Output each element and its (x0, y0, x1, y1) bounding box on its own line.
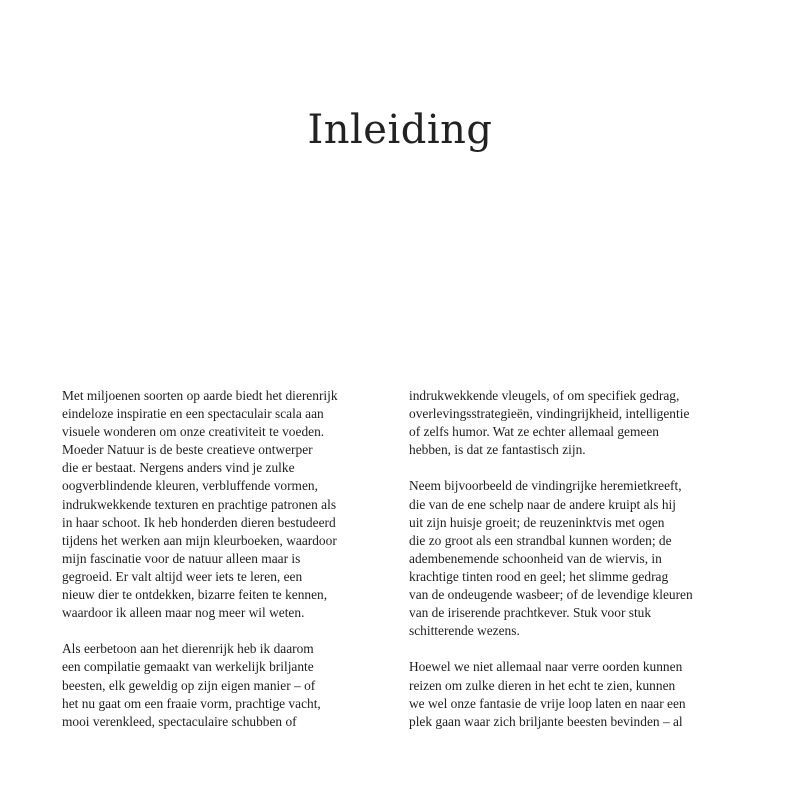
paragraph: Hoewel we niet allemaal naar verre oorden kunnen reizen om zulke dieren in het echt te zien, kunnen we wel onze fantasie de vrije loop laten en naar een plek gaan waar zich briljante beesten bevinden – al (409, 659, 686, 729)
left-text-column (62, 387, 380, 749)
page-title: Inleiding (307, 107, 493, 153)
right-text-column (409, 387, 727, 749)
paragraph: indrukwekkende vleugels, of om specifiek gedrag, overlevingsstrategieën, vindingrijkheid, intelligentie of zelfs humor. Wat ze echter allemaal gemeen hebben, is dat ze fantastisch zijn. (409, 388, 690, 458)
paragraph: Neem bijvoorbeeld de vindingrijke heremietkreeft, die van de ene schelp naar de andere kruipt als hij uit zijn huisje groeit; de reuzeninktvis met ogen die zo groot als een strandbal kunnen worden; de adembenemende schoonheid van de wiervis, in krachtige tinten rood en geel; het slimme gedrag van de ondeugende wasbeer; of de levendige kleuren van de iriserende prachtkever. Stuk voor stuk schitterende wezens. (409, 478, 693, 639)
paragraph: Met miljoenen soorten op aarde biedt het dierenrijk eindeloze inspiratie en een spectaculair scala aan visuele wonderen om onze creativiteit te voeden. Moeder Natuur is de beste creatieve ontwerper die er bestaat. Nergens anders vind je zulke oogverblindende kleuren, verbluffende vormen, indrukwekkende texturen en prachtige patronen als in haar schoot. Ik heb honderden dieren bestudeerd tijdens het werken aan mijn kleurboeken, waardoor mijn fascinatie voor de natuur alleen maar is gegroeid. Er valt altijd weer iets te leren, een nieuw dier te ontdekken, bizarre feiten te kennen, waardoor ik alleen maar nog meer wil weten. (62, 388, 338, 621)
paragraph: Als eerbetoon aan het dierenrijk heb ik daarom een compilatie gemaakt van werkelijk briljante beesten, elk geweldig op zijn eigen manier – of het nu gaat om een fraaie vorm, prachtige vacht, mooi verenkleed, spectaculaire schubben of (62, 641, 321, 729)
